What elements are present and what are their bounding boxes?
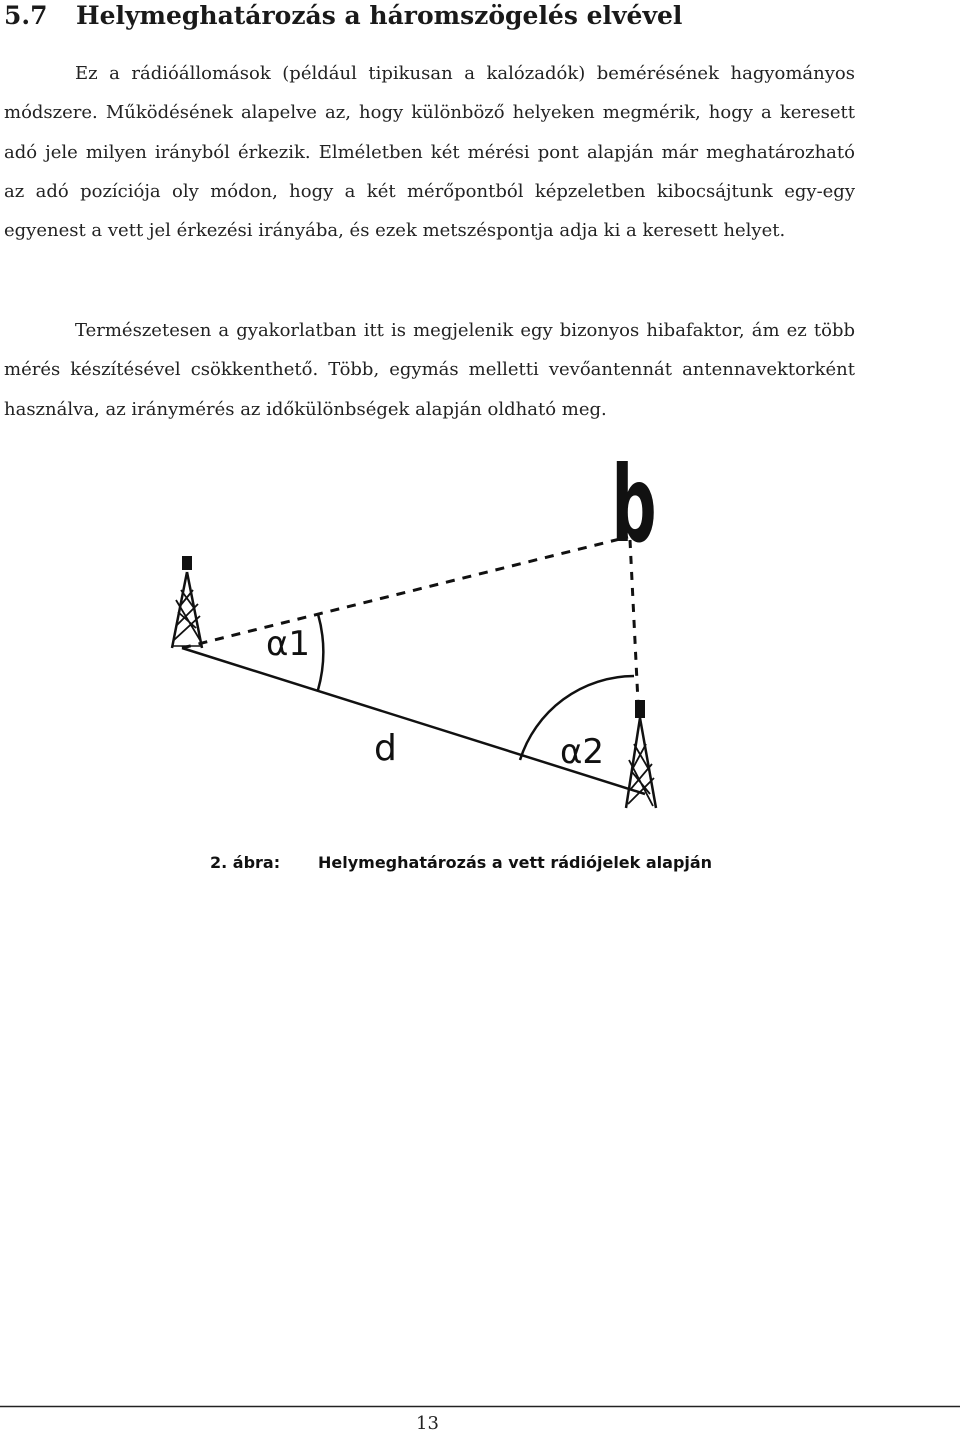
paragraph-1: Ez a rádióállomások (például tipikusan a kalózadók) bemérésének hagyományos módszere. Működésének alapelve az, hogy különböző helyeken megmérik, hogy a keresett adó jele milyen irányból érkezik. Elméletben két mérési pont alapján már meghatározható az adó pozíciója oly módon, hogy a két mérőpontból képzeletben kibocsájtunk egy-egy egyenest a vett jel érkezési irányába, és ezek metszéspontja adja ki a keresett helyet. bbox=[4, 63, 855, 242]
section-heading bbox=[4, 0, 956, 32]
section-number: 5.7 bbox=[4, 1, 48, 30]
baseline bbox=[182, 648, 645, 794]
tower-right-icon bbox=[626, 700, 656, 808]
section-title: Helymeghatározás a háromszögelés elvével bbox=[76, 1, 683, 30]
angle-arc-1 bbox=[318, 614, 323, 690]
target-label: b bbox=[611, 450, 657, 567]
caption-label: 2. ábra: bbox=[210, 853, 281, 872]
figure-caption bbox=[0, 850, 960, 876]
bearing-line-1 bbox=[182, 537, 628, 648]
angle-label-1: α1 bbox=[266, 624, 311, 664]
page-number: 13 bbox=[416, 1413, 439, 1434]
paragraph-2: Természetesen a gyakorlatban itt is megjelenik egy bizonyos hibafaktor, ám ez több mérés készítésével csökkenthető. Több, egymás melletti vevőantennát antennavektorként használva, az iránymérés az időkülönbségek alapján oldható meg. bbox=[4, 320, 855, 420]
angle-label-2: α2 bbox=[560, 732, 605, 772]
caption-text: Helymeghatározás a vett rádiójelek alapján bbox=[318, 853, 713, 872]
footer-rule bbox=[0, 1405, 960, 1408]
distance-label: d bbox=[374, 728, 397, 769]
tower-left-icon bbox=[172, 556, 202, 648]
triangulation-figure bbox=[0, 450, 960, 830]
